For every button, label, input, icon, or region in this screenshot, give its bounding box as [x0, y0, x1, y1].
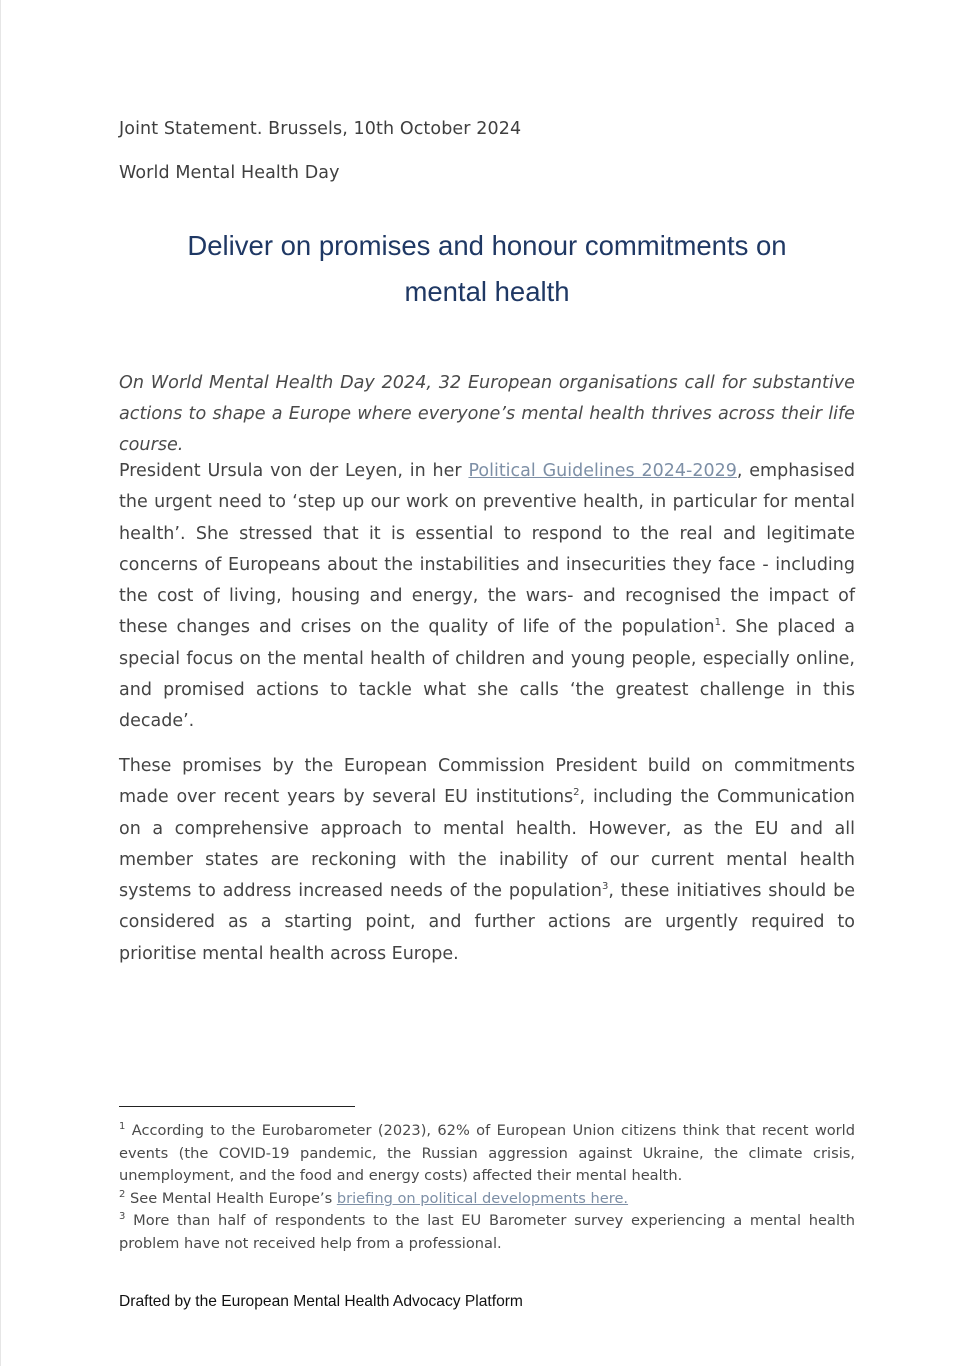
footnote-3: [119, 1210, 855, 1255]
political-guidelines-link[interactable]: Political Guidelines 2024-2029: [468, 461, 737, 481]
briefing-link[interactable]: briefing on political developments here.: [336, 1189, 629, 1207]
footnote-2-number: 2: [119, 1188, 126, 1200]
para1-text-start: President Ursula von der Leyen, in her: [119, 461, 469, 481]
para2-text-part3: , these initiatives should be considered as a starting point, and further actions are urgently required to prioritise mental health across Europe.: [119, 881, 855, 964]
footnote-2-text: See Mental Health Europe’s: [125, 1189, 337, 1207]
para2-text-part1: These promises by the European Commission President build on commitments made over recent years by several EU institutions: [119, 756, 855, 808]
body-paragraph-1: [119, 456, 855, 738]
footnotes-section: [119, 1120, 855, 1256]
drafted-by-line: Drafted by the European Mental Health Advocacy Platform: [119, 1293, 523, 1310]
footnote-divider: [119, 1106, 355, 1107]
footnote-3-number: 3: [119, 1211, 126, 1223]
footnote-ref-3[interactable]: 3: [602, 881, 609, 893]
title-line-2: mental health: [404, 276, 570, 307]
footnote-ref-1[interactable]: 1: [714, 617, 722, 629]
footnote-2: [119, 1188, 855, 1211]
footnote-1-text: According to the Eurobarometer (2023), 62% of European Union citizens think that recent world events (the COVID-19 pandemic, the Russian aggression against Ukraine, the climate crisis, unemployment, and the food and energy costs) affected their mental health.: [119, 1122, 855, 1185]
para2-text-part2: , including the Communication on a comprehensive approach to mental health. However, as the EU and all member states are reckoning with the inability of our current mental health systems to address increased needs of the population: [119, 787, 855, 902]
statement-date-line: Joint Statement. Brussels, 10th October 2024: [119, 119, 522, 139]
title-line-1: Deliver on promises and honour commitments on: [187, 230, 787, 261]
document-title: [119, 223, 855, 315]
body-paragraph-2: [119, 751, 855, 970]
footnote-ref-2[interactable]: 2: [573, 787, 580, 799]
para1-text-end: . She placed a special focus on the mental health of children and young people, especially online, and promised actions to tackle what she calls ‘the greatest challenge in this decade’.: [119, 617, 855, 732]
footnote-1: [119, 1120, 855, 1188]
para1-text-middle: , emphasised the urgent need to ‘step up our work on preventive health, in particular for mental health’. She stressed that it is essential to respond to the real and legitimate concerns of Europeans about the instabilities and insecurities they face - including the cost of living, housing and energy, the wars- and recognised the impact of these changes and crises on the quality of life of the population: [119, 461, 855, 638]
intro-paragraph: On World Mental Health Day 2024, 32 European organisations call for substantive actions to shape a Europe where everyone’s mental health thrives across their life course.: [119, 372, 855, 456]
footnote-1-number: 1: [119, 1121, 126, 1133]
footnote-3-text: More than half of respondents to the last EU Barometer survey experiencing a mental health problem have not received help from a professional.: [119, 1212, 855, 1252]
event-line: World Mental Health Day: [119, 163, 340, 183]
